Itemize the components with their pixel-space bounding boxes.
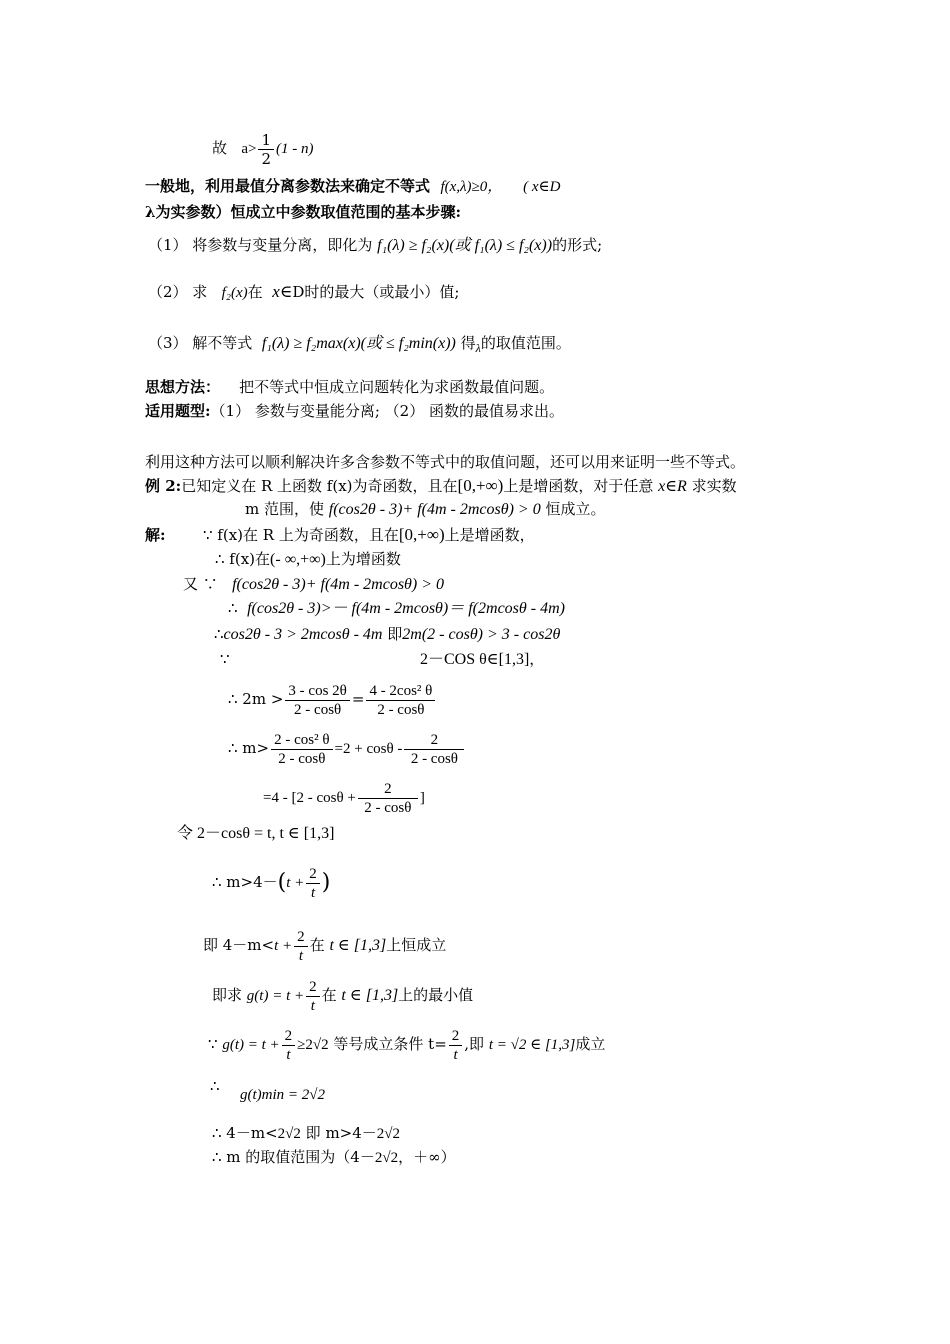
formula: [0,+∞) — [398, 525, 445, 544]
solution-line-11: ∴ m>4－(t + $\frac{2}{t}$ ) — [212, 865, 331, 901]
formula: f(cos2θ - 3)+ f(4m - 2mcosθ) > 0 — [232, 576, 445, 593]
fraction: $\frac{2}{t}$ — [449, 1027, 463, 1064]
formula: t ∈ [1,3] — [341, 987, 399, 1004]
formula: x∈R — [658, 478, 687, 495]
paragraph: 利用这种方法可以顺利解决许多含参数不等式中的取值问题，还可以用来证明一些不等式。 — [145, 453, 746, 471]
solution-line-7: ∴ 2m > $\frac{3 - \cos 2\theta}{2 - \cos\theta}$ = $\frac{\text{4 - 2cos² θ}}{2 - \cos\theta}$ — [228, 677, 437, 721]
formula: 2m(2 - cosθ) > 3 - cos2θ — [402, 626, 561, 643]
formula: f₁(λ) ≥ f₂max(x)(或 ≤ f₂min(x)) — [261, 335, 456, 352]
solution-line-16 — [240, 1083, 325, 1106]
solution-line-17: ∴ 4－m<2√2 即 m>4－2√2 — [212, 1124, 401, 1142]
formula: f₁(λ) ≥ f₂(x)(或 f₁(λ) ≤ f₂(x)) — [377, 237, 553, 254]
fraction: $\frac{1}{2}$ — [258, 131, 274, 168]
step-1: （1） 将参数与变量分离，即化为 f₁(λ) ≥ f₂(x)(或 f₁(λ) ≤ f₂(x))的形式; — [148, 236, 603, 254]
fraction: $\frac{\text{2 - cos² θ}}{2 - \cos\theta}$ — [271, 731, 332, 768]
formula: t ∈ [1,3] — [329, 937, 387, 954]
solution-line-6-formula: 2－COS θ∈[1,3]， — [420, 650, 545, 668]
formula: f(x,λ)≥0， — [440, 179, 503, 195]
solution-line-12: 即 4－m<t + $\frac{2}{t}$ 在 t ∈ [1,3]上恒成立 — [203, 928, 447, 964]
solution-line-9: =4 - [2 - cosθ + $\frac{2}{2 - \cos\theta}$ ] — [263, 780, 425, 816]
method-line: 思想方法： 把不等式中恒成立问题转化为求函数最值问题。 — [145, 378, 555, 396]
formula: f(cos2θ - 3)+ f(4m - 2mcosθ) > 0 — [328, 501, 541, 518]
formula: a> — [241, 141, 257, 157]
formula: cos2θ - 3 > 2mcosθ - 4m — [223, 626, 383, 643]
solution-line-3: 又 ∵ f(cos2θ - 3)+ f(4m - 2mcosθ) > 0 — [183, 575, 445, 593]
formula: [0,+∞) — [457, 476, 504, 495]
heading: 一般地，利用最值分离参数法来确定不等式 f(x,λ)≥0， ( x∈D — [145, 177, 561, 195]
fraction: $\frac{\text{4 - 2cos² θ}}{2 - \cos\theta}$ — [366, 682, 435, 719]
step-3: （3） 解不等式 f₁(λ) ≥ f₂max(x)(或 ≤ f₂min(x)) 得$_\lambda$的取值范围。 — [148, 334, 571, 355]
formula: f₂(x) — [221, 285, 248, 301]
fraction: $\frac{3 - \cos 2\theta}{2 - \cos\theta}$ — [285, 682, 349, 719]
solution-line-8: ∴ m> $\frac{\text{2 - cos² θ}}{2 - \cos\theta}$ =2 + cosθ - $\frac{2}{2 - \cos\theta}$ — [228, 726, 466, 771]
formula: 2－COS θ∈[1,3] — [420, 651, 530, 668]
solution-line-15: ∴ — [210, 1077, 220, 1095]
solution-line-2: ∴ f(x)在(- ∞,+∞)上为增函数 — [215, 550, 401, 568]
solution-line-5: ∴cos2θ - 3 > 2mcosθ - 4m 即2m(2 - cosθ) > 3 - cos2θ — [214, 625, 561, 643]
text: 故 — [212, 139, 228, 157]
solution-line: 解: — [145, 526, 166, 544]
heading-2: λ为实参数）恒成立中参数取值范围的基本步骤: — [145, 203, 462, 221]
fraction: $\frac{2}{t}$ — [294, 928, 308, 965]
example-line-2: m 范围，使 f(cos2θ - 3)+ f(4m - 2mcosθ) > 0 恒成立。 — [245, 500, 606, 518]
example-line: 例 2:已知定义在 R 上函数 f(x)为奇函数，且在[0,+∞)上是增函数，对于任意 x∈R 求实数 — [145, 476, 737, 495]
formula: f(cos2θ - 3)>－ f(4m - 2mcosθ)＝ f(2mcosθ - 4m) — [247, 600, 565, 617]
step-2: （2） 求 f₂(x)在 x∈D时的最大（或最小）值; — [148, 282, 460, 301]
scope-line: 适用题型:（1） 参数与变量能分离; （2） 函数的最值易求出。 — [145, 402, 564, 420]
fraction: $\frac{2}{2 - \cos\theta}$ — [404, 731, 464, 768]
solution-line-18: ∴ m 的取值范围为（4－2√2，＋∞） — [212, 1148, 456, 1166]
solution-line-10: 令 2－cosθ = t, t ∈ [1,3] — [177, 825, 335, 842]
fraction: $\frac{2}{t}$ — [306, 978, 320, 1015]
formula: g(t)min = 2√2 — [240, 1087, 326, 1103]
formula: ( x∈D — [523, 179, 561, 195]
fraction: $\frac{2}{2 - \cos\theta}$ — [358, 780, 418, 817]
formula: (1 - n) — [276, 141, 314, 157]
formula: x∈ — [272, 282, 293, 301]
fraction: $\frac{2}{t}$ — [282, 1027, 296, 1064]
solution-line-1: ∵ f(x)在 R 上为奇函数，且在[0,+∞)上是增函数， — [203, 525, 535, 544]
formula: (- ∞,+∞) — [270, 551, 326, 568]
solution-line-4: ∴ f(cos2θ - 3)>－ f(4m - 2mcosθ)＝ f(2mcosθ - 4m) — [228, 599, 565, 617]
formula: t = √2 ∈ [1,3] — [488, 1037, 576, 1053]
solution-line-13: 即求 g(t) = t + $\frac{2}{t}$ 在 t ∈ [1,3]上的最小值 — [212, 978, 474, 1014]
conclusion-line — [212, 128, 314, 169]
solution-line-14: ∵ g(t) = t + $\frac{2}{t}$ ≥2√2 等号成立条件 t= $\frac{2}{t}$ ,即 t = √2 ∈ [1,3]成立 — [208, 1027, 606, 1063]
fraction: $\frac{2}{t}$ — [306, 865, 320, 902]
solution-line-6: ∵ — [220, 650, 230, 668]
